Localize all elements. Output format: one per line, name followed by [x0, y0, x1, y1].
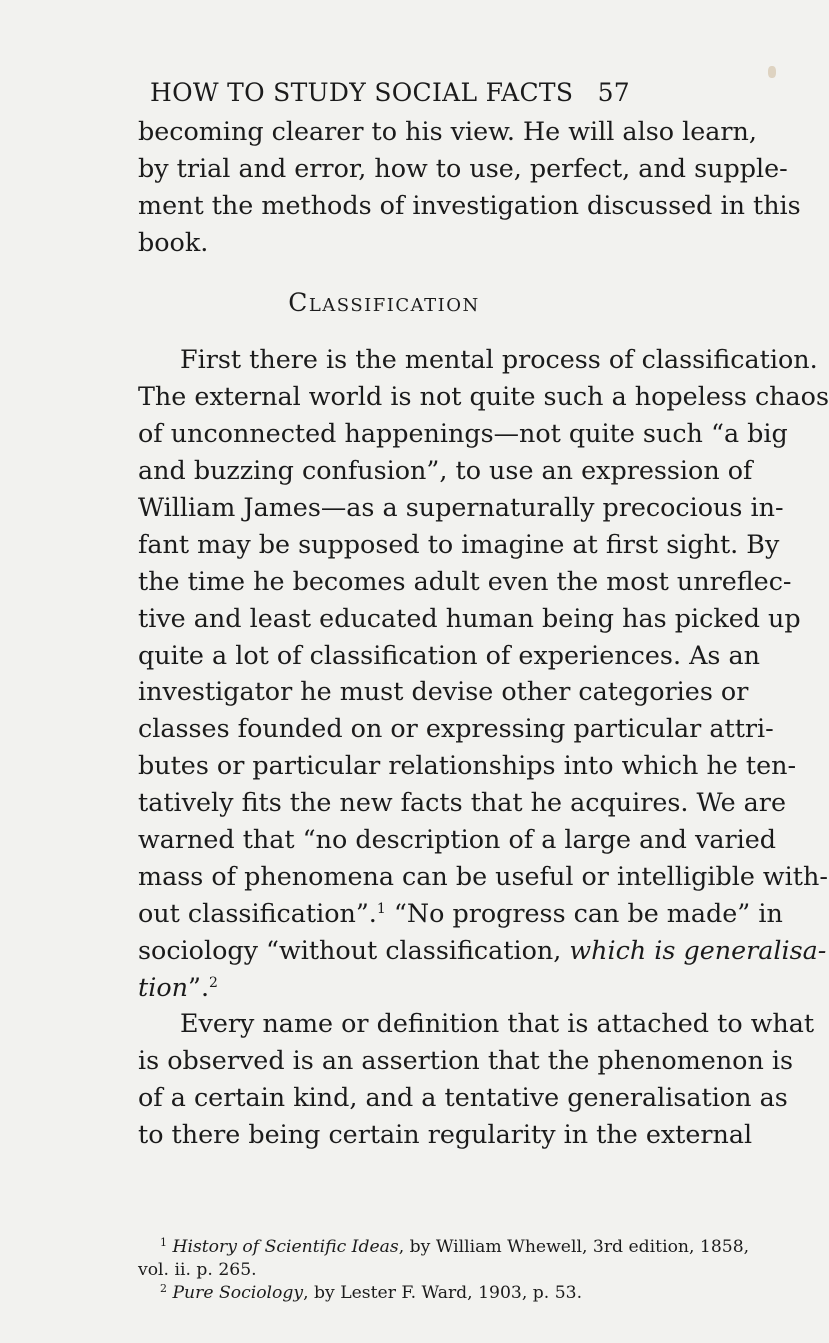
footnote-2	[138, 1282, 630, 1305]
paper-stain	[768, 66, 776, 78]
page-number: 57	[597, 78, 630, 107]
text-line-with-footnote	[138, 969, 630, 1006]
text-segment: out classification”.	[138, 897, 377, 928]
paragraph-classification	[138, 341, 829, 1005]
footnote-title: History of Scientific Ideas	[172, 1237, 399, 1257]
text-line: tatively fits the new facts that he acquires. We are	[138, 787, 786, 818]
text-line: investigator he must devise other categories or	[138, 676, 749, 707]
text-line: by trial and error, how to use, perfect, and supple-	[138, 152, 788, 183]
text-line: classes founded on or expressing particular attri-	[138, 713, 774, 744]
italic-text: tion	[138, 971, 188, 1002]
text-line: The external world is not quite such a hopeless chaos	[138, 381, 829, 412]
text-line: warned that “no description of a large and varied	[138, 824, 776, 855]
text-line: to there being certain regularity in the external	[138, 1119, 753, 1150]
running-title: HOW TO STUDY SOCIAL FACTS	[150, 78, 574, 107]
text-line	[138, 932, 827, 969]
text-line: First there is the mental process of classification.	[180, 344, 818, 375]
text-line: of a certain kind, and a tentative generalisation as	[138, 1082, 788, 1113]
footnote-ref-1[interactable]: 1	[376, 900, 386, 917]
text-line: William James—as a supernaturally precocious in-	[138, 492, 784, 523]
text-line: and buzzing confusion”, to use an expression of	[138, 455, 753, 486]
footnote-text: , by Lester F. Ward, 1903, p. 53.	[303, 1283, 583, 1303]
text-line: tive and least educated human being has picked up	[138, 602, 801, 633]
paragraph-definition	[138, 1005, 815, 1153]
text-segment: ”.	[187, 971, 210, 1002]
italic-text: which is generalisa-	[569, 934, 827, 965]
section-heading: Classification	[288, 287, 480, 317]
text-line: the time he becomes adult even the most unreflec-	[138, 565, 792, 596]
text-line: becoming clearer to his view. He will also learn,	[138, 116, 757, 146]
text-line: is observed is an assertion that the phenomenon is	[138, 1045, 794, 1076]
text-segment: sociology “without classification,	[138, 934, 570, 965]
footnote-1	[138, 1236, 750, 1259]
text-line: of unconnected happenings—not quite such “a big	[138, 418, 788, 449]
body-text	[138, 113, 829, 1153]
footnote-text: , by William Whewell, 3rd edition, 1858,	[398, 1237, 750, 1257]
text-line: mass of phenomena can be useful or intelligible with-	[138, 860, 828, 891]
footnote-1-continued: vol. ii. p. 265.	[138, 1260, 257, 1280]
text-line: fant may be supposed to imagine at first sight. By	[138, 528, 780, 559]
text-line: quite a lot of classification of experiences. As an	[138, 639, 761, 670]
footnote-mark: 2	[160, 1282, 167, 1295]
paragraph-continuation	[138, 113, 801, 261]
footnote-title: Pure Sociology	[172, 1283, 304, 1303]
text-segment: “No progress can be made” in	[385, 897, 783, 928]
footnote-mark: 1	[160, 1236, 167, 1249]
text-line: ment the methods of investigation discussed in this	[138, 189, 801, 220]
footnote-ref-2[interactable]: 2	[209, 974, 218, 991]
text-line: Every name or definition that is attached to what	[180, 1008, 815, 1039]
text-line: butes or particular relationships into which he ten-	[138, 750, 797, 781]
text-line-with-footnote	[138, 895, 783, 932]
footnotes	[138, 1236, 750, 1305]
text-line: book.	[138, 226, 209, 257]
